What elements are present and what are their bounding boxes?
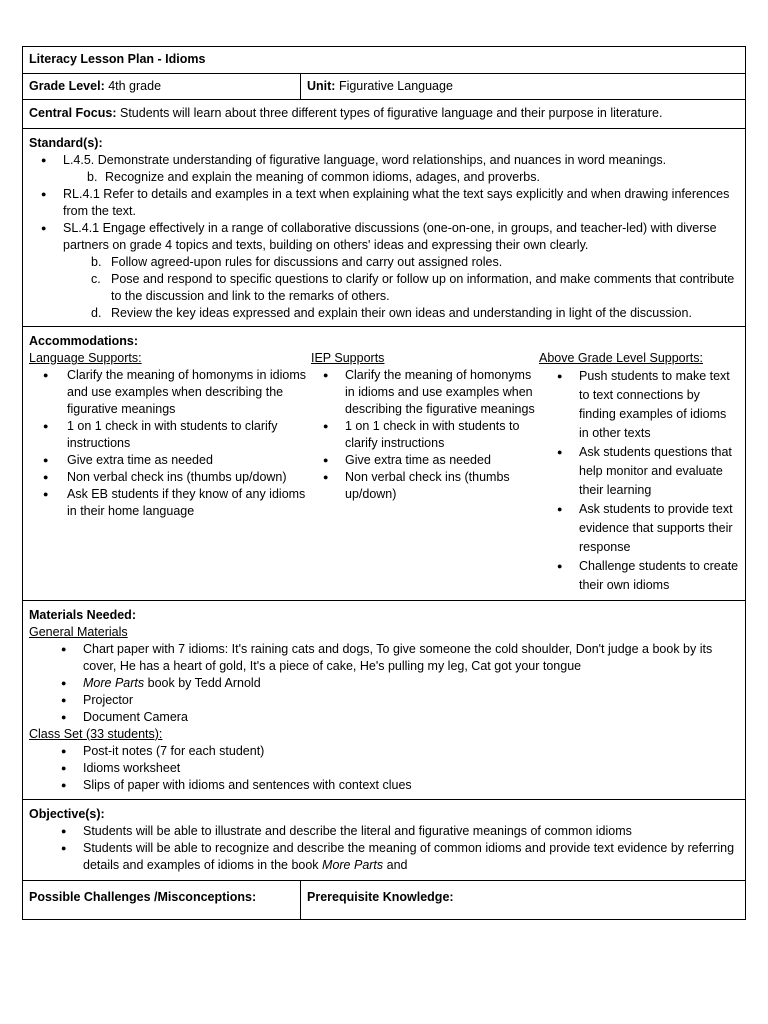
accommodations-label: Accommodations:: [29, 334, 139, 348]
list-item: ● Chart paper with 7 idioms: It's raining cats and dogs, To give someone the cold shoulder, Don't judge a book by its cover, He has a heart of gold, It's a piece of cake, He's pulling my leg, Cat got your tongue: [29, 641, 739, 675]
general-materials-heading: General Materials: [29, 625, 128, 639]
list-item: ● Post-it notes (7 for each student): [29, 743, 739, 760]
list-item: ● Push students to make text to text connections by finding examples of idioms in other texts: [539, 367, 739, 443]
accommodations-row: [23, 327, 745, 601]
list-item: c. Pose and respond to specific questions to clarify or follow up on information, and make comments that contribute to the discussion and link to the remarks of others.: [91, 272, 735, 303]
list-item: ● Non verbal check ins (thumbs up/down): [29, 469, 311, 486]
challenges-cell: [23, 881, 301, 919]
unit-label: Unit:: [307, 79, 336, 93]
materials-row: [23, 601, 745, 800]
accommodations-columns: [29, 350, 739, 595]
focus-text: Students will learn about three different types of figurative language and their purpose in literature.: [116, 106, 663, 120]
title-row: [23, 47, 745, 74]
standards-label: Standard(s):: [29, 136, 103, 150]
list-item: ● Clarify the meaning of homonyms in idioms and use examples when describing the figurative meanings: [29, 367, 311, 418]
list-item: ● Give extra time as needed: [29, 452, 311, 469]
language-supports-heading: Language Supports:: [29, 351, 142, 365]
list-item: ● Ask students to provide text evidence that supports their response: [539, 500, 739, 557]
list-item: b. Follow agreed-upon rules for discussions and carry out assigned roles.: [91, 255, 503, 269]
standards-row: [23, 129, 745, 327]
list-item: ● L.4.5. Demonstrate understanding of figurative language, word relationships, and nuances in word meanings. b. Recognize and explain the meaning of common idioms, adages, and proverbs.: [29, 152, 739, 186]
document-title: Literacy Lesson Plan - Idioms: [29, 52, 206, 66]
list-item: ● Projector: [29, 692, 739, 709]
list-item: ● RL.4.1 Refer to details and examples in a text when explaining what the text says explicitly and when drawing inferences from the text.: [29, 186, 739, 220]
above-grade-supports: [539, 350, 739, 595]
iep-supports: [311, 350, 539, 595]
list-item: ● Ask EB students if they know of any idioms in their home language: [29, 486, 311, 520]
standards-list: [29, 152, 739, 322]
list-item: ● Ask students questions that help monitor and evaluate their learning: [539, 443, 739, 500]
challenges-row: [23, 881, 745, 919]
list-item: ● Idioms worksheet: [29, 760, 739, 777]
language-supports: [29, 350, 311, 595]
list-item: ● Clarify the meaning of homonyms in idioms and use examples when describing the figurative meanings: [311, 367, 539, 418]
focus-label: Central Focus:: [29, 106, 117, 120]
central-focus-row: [23, 100, 745, 129]
list-item: d. Review the key ideas expressed and explain their own ideas and understanding in light of the discussion.: [91, 306, 692, 320]
list-item: ● 1 on 1 check in with students to clarify instructions: [29, 418, 311, 452]
unit-cell: [301, 74, 745, 99]
list-item: ● Document Camera: [29, 709, 739, 726]
class-set-heading: Class Set (33 students):: [29, 727, 163, 741]
grade-unit-row: [23, 74, 745, 100]
list-item: ● Give extra time as needed: [311, 452, 539, 469]
list-item: b. Recognize and explain the meaning of common idioms, adages, and proverbs.: [87, 170, 540, 184]
challenges-label: Possible Challenges /Misconceptions:: [29, 890, 257, 904]
prereq-cell: [301, 881, 745, 919]
materials-label: Materials Needed:: [29, 608, 136, 622]
above-grade-heading: Above Grade Level Supports:: [539, 351, 703, 365]
list-item: ● Slips of paper with idioms and sentences with context clues: [29, 777, 739, 794]
list-item: ● Students will be able to illustrate and describe the literal and figurative meanings of common idioms: [29, 823, 739, 840]
grade-cell: [23, 74, 301, 99]
prereq-label: Prerequisite Knowledge:: [307, 890, 454, 904]
unit-value: Figurative Language: [335, 79, 453, 93]
list-item: ● 1 on 1 check in with students to clarify instructions: [311, 418, 539, 452]
list-item: ● Students will be able to recognize and describe the meaning of common idioms and provide text evidence by referring details and examples of idioms in the book More Parts and: [29, 840, 739, 874]
iep-supports-heading: IEP Supports: [311, 351, 385, 365]
lesson-plan-table: [22, 46, 746, 920]
objectives-row: [23, 800, 745, 881]
list-item: ● SL.4.1 Engage effectively in a range of collaborative discussions (one-on-one, in groups, and teacher-led) with diverse partners on grade 4 topics and texts, building on others' ideas and expressing their own clearly. b. Follow agreed-upon rules for discussions and carry out assigned roles. c. Pose and respond to specific questions to clarify or follow up on information, and make comments that contribute to the discussion and link to the remarks of others. d. Review the key ideas expressed and explain their own ideas and understanding in light of the discussion.: [29, 220, 739, 322]
list-item: ● More Parts book by Tedd Arnold: [29, 675, 739, 692]
objectives-label: Objective(s):: [29, 807, 105, 821]
grade-value: 4th grade: [104, 79, 162, 93]
list-item: ● Challenge students to create their own idioms: [539, 557, 739, 595]
list-item: ● Non verbal check ins (thumbs up/down): [311, 469, 539, 503]
grade-label: Grade Level:: [29, 79, 105, 93]
